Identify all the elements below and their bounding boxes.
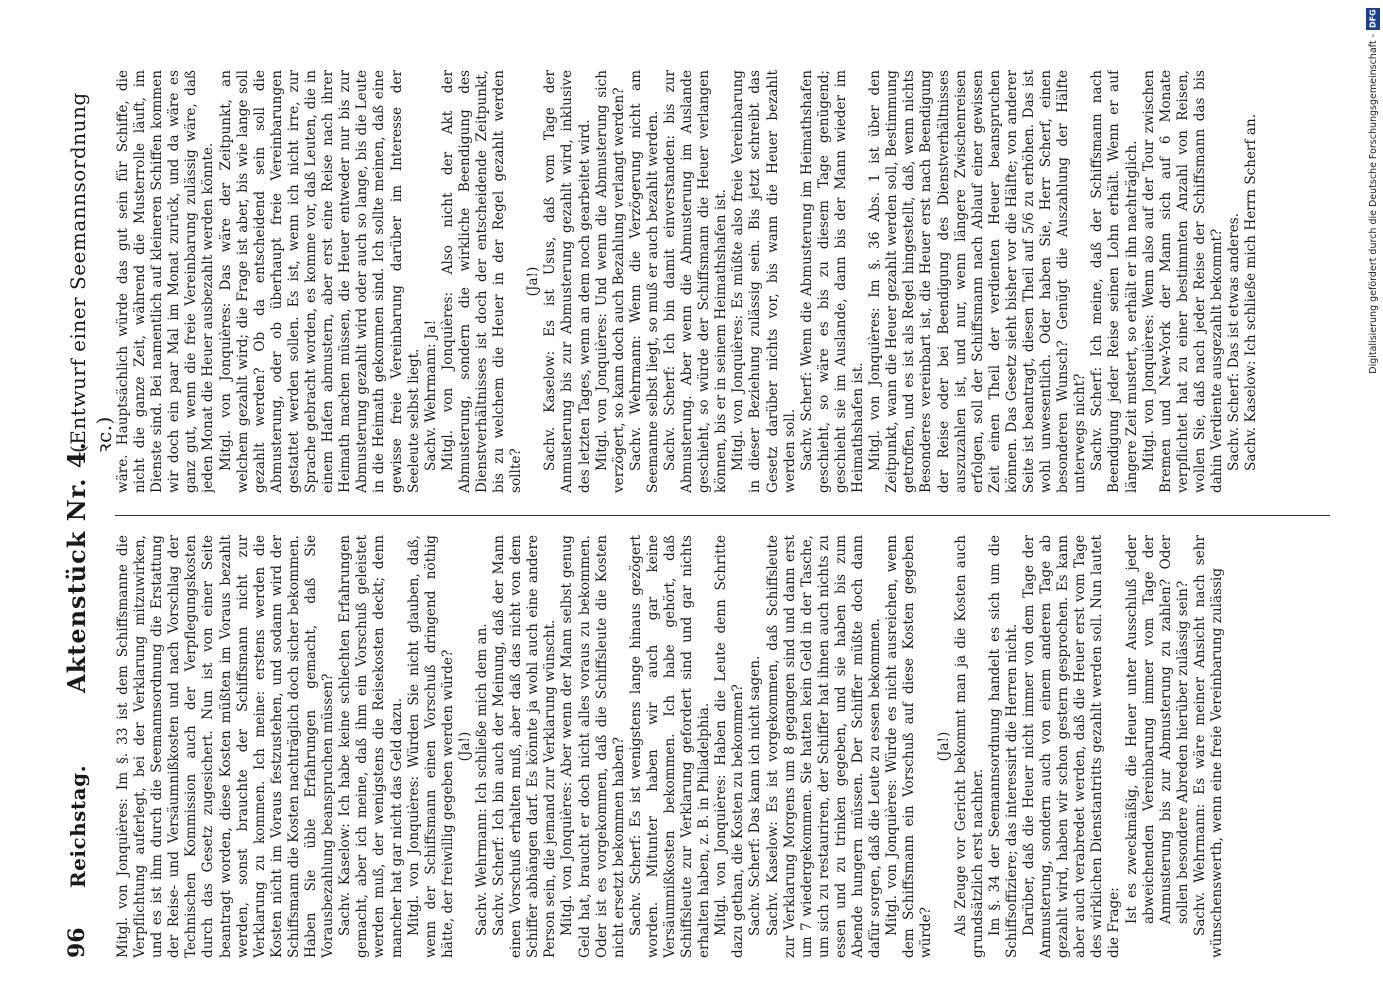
paragraph: Sachv. Wehrmann: Ich schließe mich dem an.: [473, 623, 490, 936]
margin-note: [1368, 34, 1379, 374]
header-title: Aktenstück Nr. 4.: [62, 441, 91, 693]
page-header: [60, 63, 116, 958]
column-divider: [115, 515, 1330, 516]
dfg-logo: DFG: [1366, 8, 1380, 30]
header-left: Reichstag.: [66, 764, 90, 888]
paragraph: Sachv. Wehrmann: Es wäre meiner Ansicht nach sehr wünschenswerth, wenn eine freie Vereinbarung zulässig: [1191, 535, 1225, 958]
margin-note-text: Digitalisierung gefördert durch die Deutsche Forschungsgemeinschaft -: [1368, 34, 1379, 374]
paragraph: Sachv. Kaselow: Es ist Usus, daß vom Tage der Anmusterung bis zur Abmusterung gezahlt wird, inklusive des letzten Tages, wenn an dem noch gearbeitet wird.: [542, 70, 593, 493]
paragraph: Mitgl. von Jonquières: Es müßte also freie Vereinbarung in dieser Beziehung zulässig sein. Bis jetzt schreibt das Gesetz darüber nichts vor, bis wann die Heuer bezahlt werden soll.: [730, 70, 798, 493]
paragraph: Sachv. Scherf: Ich bin damit einverstanden: bis zur Abmusterung. Aber wenn die Abmusterung im Auslande geschieht, so würde der Schiffsmann die Heuer verlangen können, bis er in seinem Heimathshafen ist.: [662, 70, 730, 493]
paragraph: Sachv. Wehrmann: Ja!: [422, 319, 439, 471]
paragraph: Mitgl. von Jonquières: Würden Sie nicht glauben, daß, wenn der Schiffsmann einen Vorschuß dringend nöthig hätte, der freiwillig gegeben werden würde?: [405, 535, 456, 958]
paragraph: (Ja!): [935, 731, 952, 762]
paragraph: Mitgl. von Jonquières: Wenn also auf der Tour zwischen Bremen und New-York der Mann sich auf 6 Monate verpflichtet hat zu einer bestimmten Anzahl von Reisen, wollen Sie, daß nach jeder Reise der Schiffsmann das bis dahin Verdiente ausgezahlt bekommt?: [1140, 70, 1225, 493]
paragraph: (Ja!): [456, 731, 473, 762]
left-column: [115, 535, 1340, 958]
paragraph: Mitgl. von Jonquières: Im §. 36 Abs. 1 ist über den Zeitpunkt, wann die Heuer gezahlt werden soll, Bestimmung getroffen, und es ist als Regel hingestellt, daß, wenn nichts Besonderes vereinbart ist, die Heuer erst nach Beendigung der Reise oder bei Beendigung des Dienstverhältnisses auszuzahlen ist, und nur, wenn längere Zwischenreisen erfolgen, soll der Schiffsmann nach Ablauf einer gewissen Zeit einen Theil der verdienten Heuer beanspruchen können. Das Gesetz sieht bisher vor die Hälfte; von anderer Seite ist beantragt, diesen Theil auf 5/6 zu erhöhen. Das ist wohl unwesentlich. Oder haben Sie, Herr Scherf, einen besonderen Wunsch? Genügt die Auszahlung der Hälfte unterwegs nicht?: [867, 70, 1089, 493]
right-column: [115, 70, 1340, 493]
paragraph: Sachv. Wehrmann: Wenn die Verzögerung nicht am Seemanne selbst liegt, so muß er auch bezahlt werden.: [627, 70, 661, 493]
paragraph: Sachv. Kaselow: Ich habe keine schlechten Erfahrungen gemacht, aber ich meine, daß ihm ein Vorschuß geleistet werden muß, der wenigstens die Reisekosten deckt; denn mancher hat gar nicht das Geld dazu.: [337, 535, 405, 958]
paragraph: Sachv. Scherf: Ich bin auch der Meinung, daß der Mann einen Vorschuß erhalten muß, aber daß das nicht von dem Schiffer abhängen darf. Es könnte ja wohl auch eine andere Person sein, die jemand zur Verklarung wünscht.: [491, 535, 559, 958]
page-number: 96: [64, 927, 90, 958]
document-page: [60, 63, 1350, 958]
paragraph: Sachv. Scherf: Es ist wenigstens lange hinaus gezögert worden. Mitunter haben wir auch gar keine Versäumnißkosten bekommen. Ich habe gehört, daß Schiffsleute zur Verklarung gefordert sind und gar nichts erhalten haben, z. B. in Philadelphia.: [627, 535, 713, 958]
paragraph: Ist es zweckmäßig, die Heuer unter Ausschluß jeder abweichenden Vereinbarung immer vom Tage der Anmusterung bis zur Abmusterung zu zahlen? Oder sollen besondere Abreden hierüber zulässig sein?: [1123, 535, 1191, 924]
paragraph: Mitgl. von Jonquières: Also nicht der Akt der Abmusterung, sondern die wirkliche Beendigung des Dienstverhältnisses ist doch der entscheidende Zeitpunkt, bis zu welchem die Heuer in der Regel gezahlt werden sollte?: [439, 70, 525, 493]
paragraph: Sachv. Kaselow: Es ist vorgekommen, daß Schiffsleute zur Verklarung Morgens um 8 gegangen sind und dann erst um 7 wiedergekommen. Sie hatten kein Geld in der Tasche, um sich zu restauriren, der Schiffer hat ihnen auch nichts zu essen und zu trinken gegeben, und sie haben bis zum Abende hungern müssen. Der Schiffer müßte doch dann dafür sorgen, daß die Leute zu essen bekommen.: [764, 535, 884, 958]
paragraph: Mitgl. von Jonquières: Aber wenn der Mann selbst genug Geld hat, braucht er doch nicht alles voraus zu bekommen. Oder ist es vorgekommen, daß die Schiffsleute die Kosten nicht ersetzt bekommen haben?: [559, 535, 627, 958]
paragraph: Sachv. Scherf: Das kann ich nicht sagen.: [747, 655, 764, 936]
header-right: (Entwurf einer Seemannsordnung ꝛc.): [66, 92, 116, 453]
paragraph: Mitgl. von Jonquières: Würde es nicht ausreichen, wenn dem Schiffsmann ein Vorschuß auf diese Kosten gegeben würde?: [884, 535, 935, 958]
paragraph: Als Zeuge vor Gericht bekommt man ja die Kosten auch grundsätzlich erst nachher.: [952, 535, 986, 958]
paragraph: Sachv. Kaselow: Ich schließe mich Herrn Scherf an.: [1243, 113, 1260, 471]
paragraph: Sachv. Scherf: Ich meine, daß der Schiffsmann nach Beendigung jeder Reise seinen Lohn erhält. Wenn er auf längere Zeit mustert, so erhält er ihn nachträglich.: [1089, 70, 1140, 493]
paragraph: (Ja!): [525, 266, 542, 297]
paragraph: Im §. 34 der Seemannsordnung handelt es sich um die Schiffsoffiziere; das interessirt die Herren nicht.: [986, 535, 1020, 958]
paragraph: Mitgl. von Jonquières: Im §. 33 ist dem Schiffsmanne die Verpflichtung auferlegt, bei der Verklarung mitzuwirken, und es ist ihm durch die Seemannsordnung die Erstattung der Reise- und Versäumnißkosten und nach Vorschlag der Technischen Kommission auch der Verpflegungskosten durch das Gesetz zugesichert. Nun ist von einer Seite beantragt worden, diese Kosten müßten im Voraus bezahlt werden, sonst brauchte der Schiffsmann nicht zur Verklarung zu kommen. Ich meine: erstens werden die Kosten nicht im Voraus festzustehen, und sodann wird der Schiffsmann die Kosten nachträglich doch sicher bekommen. Haben Sie üble Erfahrungen gemacht, daß Sie Vorausbezahlung beanspruchen müssen?: [115, 535, 337, 958]
paragraph: Sachv. Scherf: Wenn die Abmusterung im Heimathshafen geschieht, so wäre es bis zu diesem Tage genügend; geschieht sie im Auslande, dann bis der Mann wieder im Heimathshafen ist.: [798, 70, 867, 493]
paragraph: Sachv. Scherf: Das ist etwas anderes.: [1226, 212, 1243, 471]
paragraph: wäre. Hauptsächlich würde das gut sein für Schiffe, die nicht die ganze Zeit, während die Musterrolle läuft, im Dienste sind. Bei namentlich auf kleineren Schiffen kommen wir doch ein paar Mal im Monat zurück, und da wäre es ganz gut, wenn die freie Vereinbarung zulässig wäre, daß jeden Monat die Heuer ausbezahlt werden könnte.: [115, 70, 217, 493]
paragraph: Darüber, daß die Heuer nicht immer von dem Tage der Anmusterung, sondern auch von einem anderen Tage ab gezahlt wird, haben wir schon gestern gesprochen. Es kann aber auch verabredet werden, daß die Heuer erst vom Tage des wirklichen Dienstantritts gezahlt werden soll. Nun lautet die Frage:: [1020, 535, 1123, 958]
paragraph: Mitgl. von Jonquières: Und wenn die Abmusterung sich verzögert, so kann doch auch Bezahlung verlangt werden?: [593, 70, 627, 493]
paragraph: Mitgl. von Jonquières: Haben die Leute denn Schritte dazu gethan, die Kosten zu bekommen?: [713, 535, 747, 958]
paragraph: Mitgl. von Jonquières: Das wäre der Zeitpunkt, an welchem gezahlt wird; die Frage ist aber, bis wie lange soll gezahlt werden? Ob da entscheidend sein soll die Abmusterung, oder ob überhaupt freie Vereinbarungen gestattet werden sollen. Es ist, wenn ich nicht irre, zur Sprache gebracht worden, es komme vor, daß Leuten, die in einem Hafen abmustern, aber erst eine Reise nach ihrer Heimath machen müssen, die Heuer entweder nur bis zur Abmusterung gezahlt wird oder auch so lange, bis die Leute in die Heimath gekommen sind. Ich sollte meinen, daß eine gewisse freie Vereinbarung darüber im Interesse der Seeleute selbst liegt.: [217, 70, 422, 493]
